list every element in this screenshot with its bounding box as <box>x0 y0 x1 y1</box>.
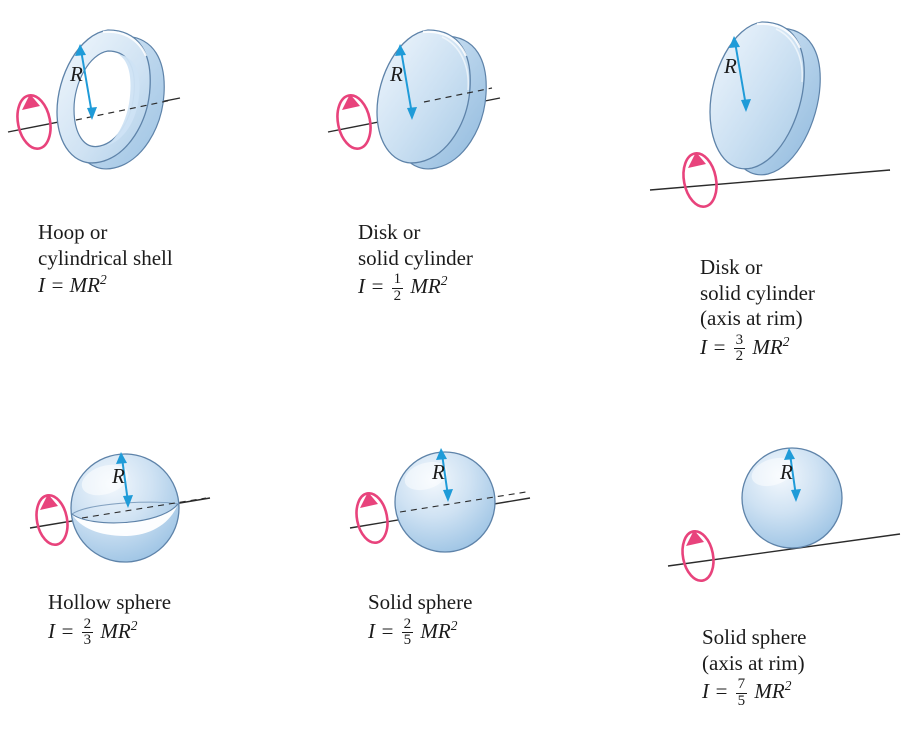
diagram-hollow-sphere <box>10 430 300 648</box>
formula-exponent: 2 <box>130 617 138 633</box>
rotation-arrow <box>33 493 72 548</box>
hollow-sphere-body <box>71 454 179 562</box>
rotation-arrow <box>679 150 721 209</box>
formula-lhs: I = <box>702 679 729 704</box>
caption-line: (axis at rim) <box>700 306 803 331</box>
caption-hollow-sphere <box>48 590 171 648</box>
caption-line: Hoop or <box>38 220 108 244</box>
diagram-disk-rim <box>640 10 922 365</box>
fraction-numerator: 1 <box>393 271 402 288</box>
formula-fraction <box>402 617 414 649</box>
formula-fraction <box>392 272 404 304</box>
diagram-solid-sphere-rim <box>650 430 922 709</box>
formula-solid-sphere <box>368 617 472 649</box>
hoop-body <box>57 30 164 169</box>
formula-body: MR <box>754 679 785 704</box>
formula-disk-central <box>358 272 473 304</box>
rotation-arrow <box>353 491 392 546</box>
caption-solid-sphere-rim <box>702 625 806 709</box>
caption-disk-central <box>358 220 473 304</box>
radius-label-solid-sphere: R <box>432 460 445 484</box>
diagram-hoop <box>0 10 300 298</box>
formula-body: MR <box>752 334 783 359</box>
radius-label-hoop: R <box>70 62 83 86</box>
hoop-illustration <box>0 10 300 210</box>
formula-hoop <box>38 272 173 299</box>
caption-line: Hollow sphere <box>48 590 172 614</box>
disk-illustration <box>320 10 620 210</box>
caption-line: Disk or <box>358 220 421 244</box>
fraction-denominator: 2 <box>393 287 402 304</box>
caption-line: Solid sphere <box>368 590 473 614</box>
rotation-arrow <box>333 92 375 151</box>
radius-label-solid-sphere-rim: R <box>780 460 793 484</box>
formula-exponent: 2 <box>450 617 458 633</box>
formula-exponent: 2 <box>782 333 790 349</box>
formula-body: MR <box>69 273 100 298</box>
radius-label-hollow-sphere: R <box>112 464 125 488</box>
caption-line: Disk or <box>700 255 763 279</box>
radius-label-disk-rim: R <box>724 54 737 78</box>
formula-lhs: I = <box>358 274 385 299</box>
hollow-sphere-illustration <box>10 430 300 590</box>
formula-lhs: I = <box>38 273 65 298</box>
formula-disk-rim <box>700 333 815 365</box>
formula-hollow-sphere <box>48 617 171 649</box>
solid-sphere-body <box>395 452 495 552</box>
rotation-arrow <box>13 92 55 151</box>
caption-line: cylindrical shell <box>38 245 173 270</box>
diagram-disk-central <box>320 10 620 304</box>
radius-label-disk-central: R <box>390 62 403 86</box>
diagram-solid-sphere <box>330 430 620 648</box>
formula-lhs: I = <box>368 618 395 643</box>
formula-fraction <box>82 617 94 649</box>
caption-line: solid cylinder <box>700 280 815 305</box>
fraction-numerator: 2 <box>403 615 412 632</box>
caption-line: (axis at rim) <box>702 650 805 675</box>
formula-exponent: 2 <box>440 273 448 289</box>
fraction-numerator: 3 <box>735 331 744 348</box>
fraction-denominator: 3 <box>83 631 92 648</box>
fraction-denominator: 5 <box>403 631 412 648</box>
rotation-arrow <box>679 529 718 584</box>
formula-fraction <box>734 333 746 365</box>
solid-sphere-rim-illustration <box>650 430 922 610</box>
disk-rim-illustration <box>640 10 922 220</box>
formula-lhs: I = <box>700 334 727 359</box>
fraction-denominator: 2 <box>735 348 744 365</box>
caption-line: solid cylinder <box>358 245 473 270</box>
formula-body: MR <box>420 618 451 643</box>
formula-body: MR <box>410 274 441 299</box>
fraction-denominator: 5 <box>737 692 746 709</box>
caption-hoop <box>38 220 173 299</box>
formula-lhs: I = <box>48 618 75 643</box>
fraction-numerator: 7 <box>737 676 746 693</box>
fraction-numerator: 2 <box>83 615 92 632</box>
disk-body <box>377 30 486 169</box>
formula-body: MR <box>100 618 131 643</box>
formula-exponent: 2 <box>784 678 792 694</box>
caption-disk-rim <box>700 255 815 364</box>
formula-solid-sphere-rim <box>702 677 806 709</box>
formula-fraction <box>736 677 748 709</box>
caption-solid-sphere <box>368 590 472 648</box>
solid-sphere-illustration <box>330 430 620 590</box>
caption-line: Solid sphere <box>702 625 807 649</box>
formula-exponent: 2 <box>100 272 107 288</box>
disk-body <box>710 22 820 175</box>
